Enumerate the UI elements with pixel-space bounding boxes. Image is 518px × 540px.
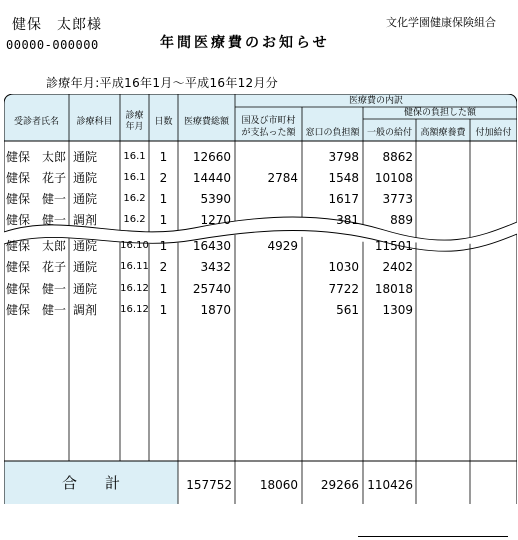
cell-month: 16.12 — [120, 283, 149, 294]
signature-line — [358, 536, 508, 537]
cell-name: 健保 健一 — [6, 282, 67, 296]
medical-expense-table — [4, 94, 517, 504]
cell-category: 通院 — [73, 150, 98, 164]
recipient-id: 00000-000000 — [6, 38, 99, 52]
cell-total: 1870 — [200, 303, 231, 317]
header-breakdown: 医療費の内訳 — [348, 96, 403, 106]
recipient-name: 健保 太郎様 — [12, 17, 102, 33]
cell-public: 2784 — [267, 171, 298, 185]
cell-days: 1 — [159, 239, 168, 253]
total-label: 合計 — [62, 474, 149, 492]
header-total: 医療費総額 — [183, 117, 229, 127]
cell-name: 健保 健一 — [6, 303, 67, 317]
cell-general: 11501 — [374, 239, 413, 253]
cell-copay: 1617 — [328, 192, 359, 206]
cell-category: 通院 — [73, 282, 98, 296]
cell-category: 通院 — [73, 171, 98, 185]
cell-copay: 561 — [336, 303, 359, 317]
cell-days: 1 — [159, 213, 168, 227]
header-high-cost: 高額療養費 — [420, 128, 466, 138]
cell-days: 1 — [159, 150, 168, 164]
cell-copay: 1030 — [328, 260, 359, 274]
cell-total: 3432 — [200, 260, 231, 274]
cell-general: 8862 — [382, 150, 413, 164]
cell-copay: 3798 — [328, 150, 359, 164]
cell-total: 14440 — [192, 171, 231, 185]
cell-copay: 381 — [336, 213, 359, 227]
cell-name: 健保 花子 — [6, 171, 67, 185]
header-public-line1: 国及び市町村 — [241, 116, 296, 126]
header-month-line2: 年月 — [125, 122, 144, 132]
header-copay: 窓口の負担額 — [305, 128, 360, 138]
cell-days: 2 — [159, 260, 168, 274]
cell-days: 2 — [159, 171, 168, 185]
cell-month: 16.10 — [120, 240, 149, 251]
cell-name: 健保 健一 — [6, 192, 67, 206]
cell-name: 健保 花子 — [6, 260, 67, 274]
cell-general: 3773 — [382, 192, 413, 206]
cell-copay: 1548 — [328, 171, 359, 185]
cell-total: 5390 — [200, 192, 231, 206]
cell-days: 1 — [159, 192, 168, 206]
cell-month: 16.11 — [120, 261, 149, 272]
total-general: 110426 — [367, 478, 413, 492]
header-month-line1: 診療 — [125, 111, 144, 121]
cell-general: 18018 — [374, 282, 413, 296]
cell-category: 通院 — [73, 239, 98, 253]
cell-total: 16430 — [192, 239, 231, 253]
header-category: 診療科目 — [76, 117, 113, 127]
cell-category: 調剤 — [73, 213, 98, 227]
header-general: 一般の給付 — [366, 128, 412, 138]
cell-public: 4929 — [267, 239, 298, 253]
cell-general: 889 — [390, 213, 413, 227]
cell-month: 16.2 — [123, 193, 146, 204]
treatment-period: 診療年月:平成16年1月～平成16年12月分 — [46, 76, 279, 90]
total-copay: 29266 — [320, 478, 359, 492]
cell-category: 通院 — [73, 192, 98, 206]
header-additional: 付加給付 — [475, 128, 512, 138]
cell-total: 12660 — [192, 150, 231, 164]
header-public-line2: が支払った額 — [241, 128, 296, 138]
total-amount: 157752 — [186, 478, 232, 492]
cell-month: 16.2 — [123, 214, 146, 225]
header-patient: 受診者氏名 — [13, 117, 59, 127]
header-insurer-group: 健保の負担した額 — [403, 108, 476, 118]
header-days: 日数 — [154, 117, 173, 127]
cell-general: 2402 — [382, 260, 413, 274]
cell-name: 健保 太郎 — [6, 150, 67, 164]
cell-category: 調剤 — [73, 303, 98, 317]
organization-name: 文化学園健康保険組合 — [386, 16, 496, 29]
cell-month: 16.12 — [120, 304, 149, 315]
total-public: 18060 — [259, 478, 298, 492]
cell-general: 1309 — [382, 303, 413, 317]
cell-name: 健保 健一 — [6, 213, 67, 227]
cell-month: 16.1 — [123, 172, 146, 183]
cell-category: 通院 — [73, 260, 98, 274]
cell-days: 1 — [159, 282, 168, 296]
cell-days: 1 — [159, 303, 168, 317]
cell-month: 16.1 — [123, 151, 146, 162]
cell-total: 25740 — [192, 282, 231, 296]
cell-general: 10108 — [374, 171, 413, 185]
cell-copay: 7722 — [328, 282, 359, 296]
cell-name: 健保 太郎 — [6, 239, 67, 253]
cell-total: 1270 — [200, 213, 231, 227]
page-title: 年間医療費のお知らせ — [160, 35, 330, 51]
